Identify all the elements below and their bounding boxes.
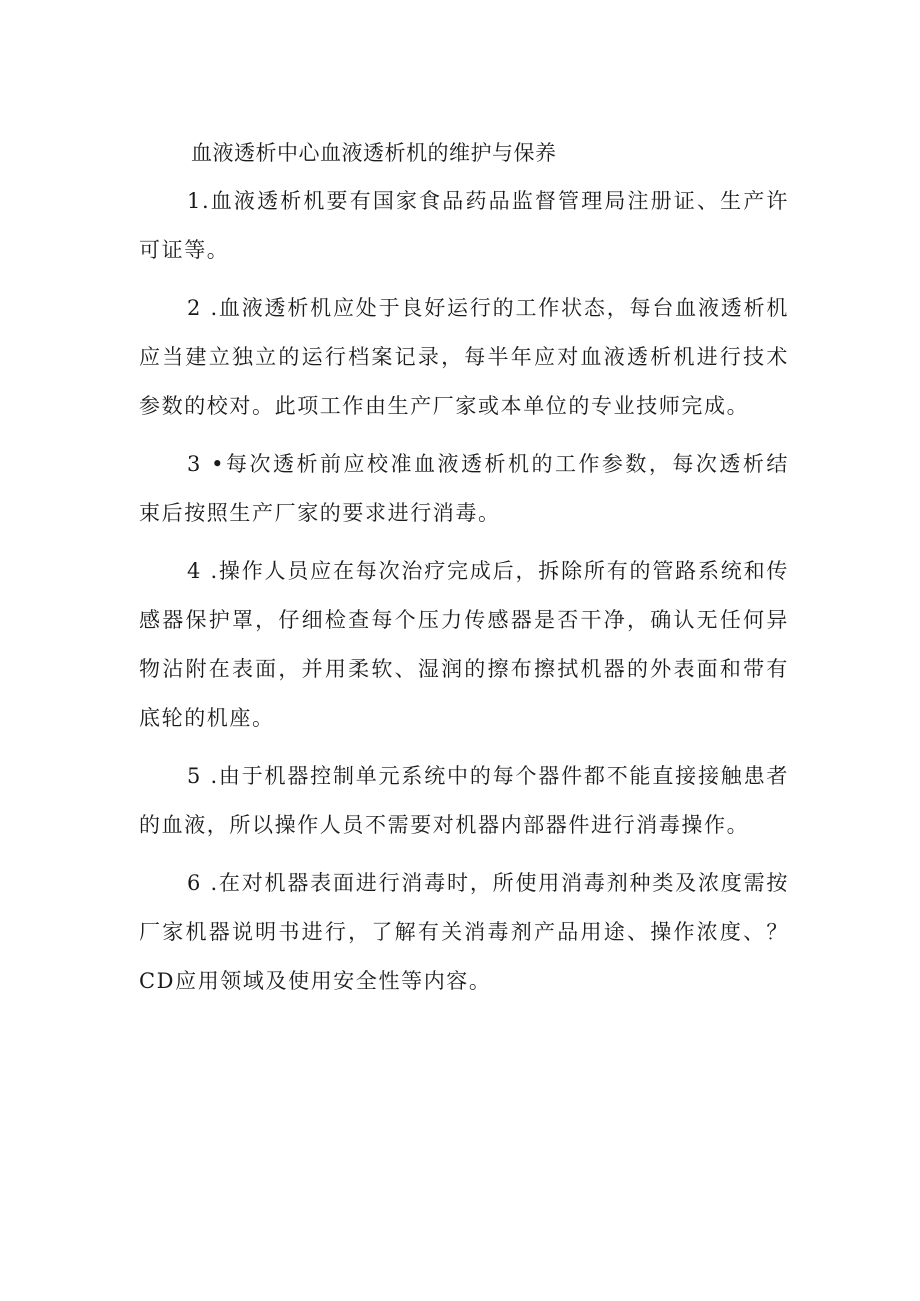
paragraph-list	[139, 177, 789, 1006]
paragraph-2: 2 .血液透析机应处于良好运行的工作状态，每台血液透析机应当建立独立的运行档案记录，每半年应对血液透析机进行技术参数的校对。此项工作由生产厂家或本单位的专业技师完成。	[139, 296, 789, 418]
paragraph-5: 5 .由于机器控制单元系统中的每个器件都不能直接接触患者的血液，所以操作人员不需要对机器内部器件进行消毒操作。	[139, 764, 789, 837]
paragraph-6: 6 .在对机器表面进行消毒时，所使用消毒剂种类及浓度需按厂家机器说明书进行，了解有关消毒剂产品用途、操作浓度、？CD应用领域及使用安全性等内容。	[139, 871, 789, 993]
paragraph-3: 3 •每次透析前应校准血液透析机的工作参数，每次透析结束后按照生产厂家的要求进行消毒。	[139, 452, 789, 525]
document-title: 血液透析中心血液透析机的维护与保养	[191, 141, 557, 165]
paragraph-4: 4 .操作人员应在每次治疗完成后，拆除所有的管路系统和传感器保护罩，仔细检查每个压力传感器是否干净，确认无任何异物沾附在表面，并用柔软、湿润的擦布擦拭机器的外表面和带有底轮的机座。	[139, 559, 789, 730]
document-body	[139, 133, 789, 1006]
paragraph-1: 1.血液透析机要有国家食品药品监督管理局注册证、生产许可证等。	[139, 189, 789, 262]
